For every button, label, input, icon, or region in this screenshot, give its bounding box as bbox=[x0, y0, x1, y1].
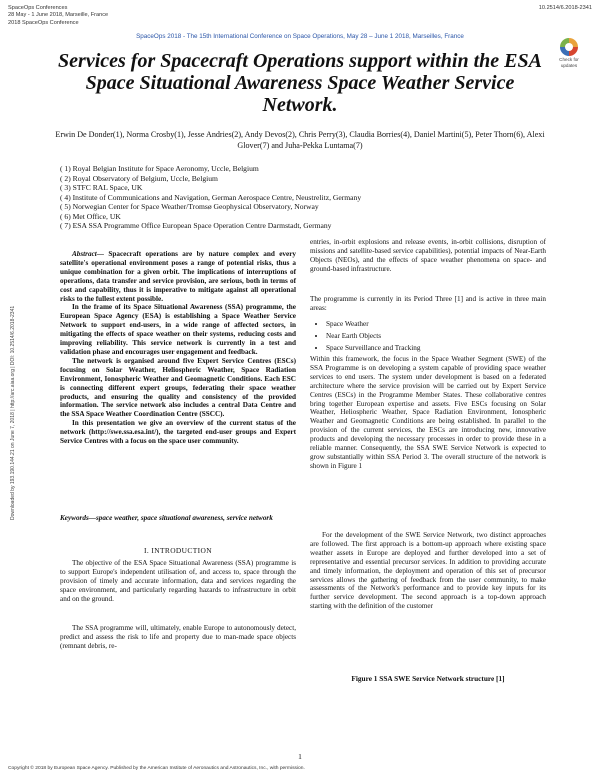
body-paragraph bbox=[310, 295, 546, 313]
body-text: entries, in-orbit explosions and release events, in-orbit collisions, disruption of missions and satellite-based service capabilities), potential impacts of Near-Earth Objects (NEOs), and the effects of space weather phenomena on space- and ground-based infrastructure. bbox=[310, 238, 546, 273]
header-line: SpaceOps Conferences bbox=[8, 5, 68, 11]
affiliation-item: ( 3) STFC RAL Space, UK bbox=[60, 183, 143, 192]
crossmark-label-2: updates bbox=[560, 63, 578, 68]
intro-paragraph bbox=[60, 559, 296, 604]
affiliation-item: ( 1) Royal Belgian Institute for Space Aeronomy, Uccle, Belgium bbox=[60, 164, 259, 173]
body-text: Within this framework, the focus in the Space Weather Segment (SWE) of the SSA Programme is on developing a system capable of providing space weather services to end users. The system under development is based on a federated architecture where the service provision will be carried out by Expert Service Centres (ESCs) in the Programme Member States. These collaborative centres bring together European expertise and assets. Five ESCs focusing on Solar Weather, Heliospheric Weather, Space Radiation Environment, Ionospheric Weather and Geomagnetic Conditions are being established. In parallel to the provision of the current services, the ESCs are introducing new, innovative products and developing the necessary processes in order to provide these in a reliable manner. Consequently, the SSA SWE Service Network is expected to grow substantially within SSA Period 3. The overall structure of the network is shown in Figure 1 bbox=[310, 355, 546, 470]
section-heading: I. INTRODUCTION bbox=[144, 546, 212, 555]
author-list: Erwin De Donder(1), Norma Crosby(1), Jesse Andries(2), Andy Devos(2), Chris Perry(3), Claudia Borries(4), Daniel Martini(5), Peter Thorn(6), Alexi Glover(7) and Juha-Pekka Luntama(7) bbox=[55, 130, 545, 150]
abstract-paragraph: The network is organised around five Expert Service Centres (ESCs) focusing on Solar Weather, Heliospheric Weather, Space Radiation Environment, Ionospheric Weather and Geomagnetic Conditions. Each ESC is connecting different expert groups, federating their space weather products, and ensuring the quality and consistency of the provided information. The service network also includes a central Data Centre and the SSA Space Weather Coordination Centre (SSCC). bbox=[60, 356, 296, 419]
figure-caption: Figure 1 SSA SWE Service Network structure [1] bbox=[351, 674, 505, 683]
list-item: • Near Earth Objects bbox=[326, 332, 546, 341]
doi-label[interactable]: 10.2514/6.2018-2341 bbox=[538, 5, 592, 11]
body-paragraph bbox=[310, 531, 546, 611]
abstract-label: Abstract— bbox=[72, 250, 104, 258]
header-line: 28 May - 1 June 2018, Marseille, France bbox=[8, 12, 109, 19]
abstract-paragraph bbox=[60, 250, 296, 303]
intro-text: The objective of the ESA Space Situational Awareness (SSA) programme is to support Europe's independent utilisation of, and access to, space through the provision of timely and accurate information, data and services regarding the space environment, and particularly regarding hazards to infrastructure in orbit and on the ground. bbox=[60, 559, 296, 603]
conference-line: SpaceOps 2018 - The 15th International Conference on Space Operations, May 28 – June 1 2018, Marseilles, France bbox=[136, 33, 464, 40]
abstract bbox=[60, 250, 296, 446]
abstract-paragraph: In this presentation we give an overview of the current status of the network (http://swe.ssa.esa.int/), the targeted end-user groups and Expert Service Centres with a focus on the space user community. bbox=[60, 419, 296, 446]
download-watermark-text: Downloaded by 193.190.144.21 on June 7, 2018 | http://arc.aiaa.org | DOI: 10.2514/6.2018-2341 bbox=[10, 305, 16, 520]
conference-header bbox=[8, 5, 108, 27]
affiliations bbox=[60, 164, 361, 231]
header-line: 2018 SpaceOps Conference bbox=[8, 19, 79, 26]
paper-title: Services for Spacecraft Operations support within the ESA Space Situational Awareness Space Weather Service Network. bbox=[58, 50, 542, 116]
abstract-text: Spacecraft operations are by nature complex and every satellite's operational environment poses a range of potential risks, thus a unique combination for a given orbit. The implications of interruptions of operations, data transfer and service provision, are serious, both in terms of cost and capability, thus it is imperative to mitigate against all operational risks to the fullest extent possible. bbox=[60, 250, 296, 303]
affiliation-item: ( 7) ESA SSA Programme Office European Space Operation Centre Darmstadt, Germany bbox=[60, 221, 332, 230]
body-text: For the development of the SWE Service Network, two distinct approaches are followed. The first approach is a bottom-up approach where existing space weather assets in Europe are deployed and further developed into a set of representative and essential precursor services. In addition to providing accurate and timely information, the deployment and operation of this set of precursor services allows the gathering of feedback from the user community, to make assessments of the Network's performance and to provide key inputs for its further service development. The second approach is a top-down approach starting with the definition of the customer bbox=[310, 531, 546, 611]
crossmark-label-1: Check for bbox=[559, 57, 579, 62]
list-item: • Space Weather bbox=[326, 320, 546, 329]
keywords: Keywords—space weather, space situational awareness, service network bbox=[60, 514, 273, 522]
crossmark-button[interactable] bbox=[552, 38, 586, 70]
list-item: • Space Surveillance and Tracking bbox=[326, 344, 546, 353]
area-list bbox=[310, 320, 546, 356]
body-paragraph bbox=[310, 355, 546, 471]
page-number: 1 bbox=[298, 752, 302, 761]
body-text: The programme is currently in its Period Three [1] and is active in three main areas: bbox=[310, 295, 546, 312]
abstract-paragraph: In the frame of its Space Situational Awareness (SSA) programme, the European Space Agency (ESA) is establishing a Space Weather Service Network to support end-users, in a wide range of affected sectors, in mitigating the effects of space weather on their systems, reducing costs and improving reliability. This service network is currently in a test and validation phase and encourages user engagement and feedback. bbox=[60, 303, 296, 356]
crossmark-icon bbox=[560, 38, 578, 56]
affiliation-item: ( 5) Norwegian Center for Space Weather/Tromsø Geophysical Observatory, Norway bbox=[60, 202, 319, 211]
affiliation-item: ( 6) Met Office, UK bbox=[60, 211, 121, 221]
affiliation-item: ( 4) Institute of Communications and Navigation, German Aerospace Centre, Neustrelitz, Germany bbox=[60, 192, 362, 202]
download-watermark bbox=[2, 270, 16, 520]
body-paragraph bbox=[310, 238, 546, 274]
intro-paragraph bbox=[60, 624, 296, 651]
affiliation-item: ( 2) Royal Observatory of Belgium, Uccle, Belgium bbox=[60, 173, 218, 183]
intro-text: The SSA programme will, ultimately, enable Europe to autonomously detect, predict and assess the risk to life and property due to man-made space objects (remnant debris, re- bbox=[60, 624, 296, 650]
copyright-notice: Copyright © 2018 by European Space Agency. Published by the American Institute of Aeronautics and Astronautics, Inc., with permission. bbox=[8, 766, 305, 771]
